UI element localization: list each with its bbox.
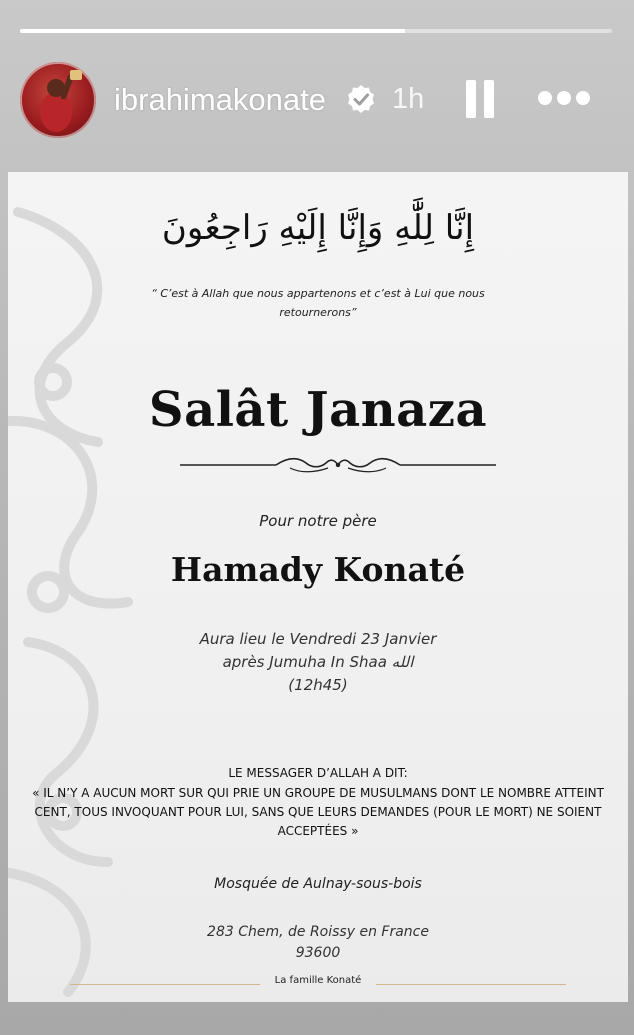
mosque-address [8, 922, 628, 964]
address-line: 283 Chem, de Roissy en France [207, 924, 429, 940]
address-line: 93600 [295, 945, 341, 961]
post-time: 1h [392, 83, 425, 115]
hadith-text: « IL N’Y A AUCUN MORT SUR QUI PRIE UN GROUPE DE MUSULMANS DONT LE NOMBRE ATTEINT CENT, TOUS INVOQUANT POUR LUI, SANS QUE LEURS DEMANDES (POUR LE MORT) NE SOIENT ACCEPTÉES » [32, 786, 604, 838]
verse-translation: “ C’est à Allah que nous appartenons et c’est à Lui que nous retournerons” [151, 287, 485, 319]
arabic-verse: إِنَّا لِلَّٰهِ وَإِنَّا إِلَيْهِ رَاجِعُونَ [161, 208, 475, 248]
funeral-announcement-card [8, 172, 628, 1002]
intro-text: Pour notre père [259, 512, 377, 530]
ceremony-date [8, 628, 628, 697]
hadith-title: LE MESSAGER D’ALLAH A DIT: [228, 766, 408, 780]
date-line: (12h45) [288, 676, 348, 694]
pause-icon[interactable] [466, 80, 494, 118]
mosque-name: Mosquée de Aulnay-sous-bois [214, 876, 422, 892]
page-title: Salât Janaza [148, 382, 488, 438]
avatar-image-icon [20, 62, 96, 138]
username[interactable]: ibrahimakonate [114, 82, 326, 117]
ornamental-divider-icon [180, 454, 496, 476]
avatar[interactable] [20, 62, 96, 138]
story-progress-bar [20, 29, 612, 33]
date-line: après Jumuha In Shaa الله [222, 653, 414, 671]
more-options-icon[interactable] [538, 88, 590, 108]
family-signature: La famille Konaté [274, 975, 362, 986]
date-line: Aura lieu le Vendredi 23 Janvier [199, 630, 437, 648]
story-progress-fill [20, 29, 405, 33]
deceased-name: Hamady Konaté [170, 550, 466, 589]
verified-badge-icon [346, 84, 376, 114]
